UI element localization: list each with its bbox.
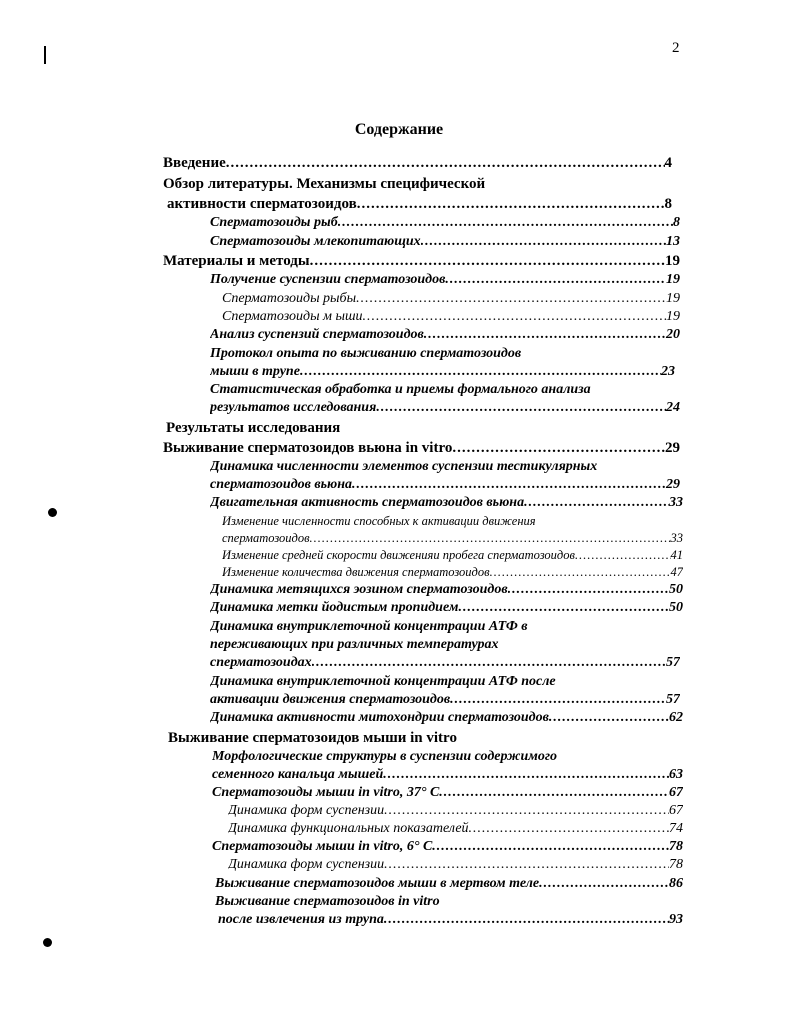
toc-entry [222,565,683,580]
toc-entry-page: 57 [666,655,680,670]
toc-entry-page: 20 [666,327,680,342]
toc-entry-page: 33 [669,495,683,510]
toc-entry [163,155,672,172]
toc-entry [210,655,680,671]
toc-leader [352,477,666,493]
toc-entry-title: Сперматозоиды млекопитающих [210,234,421,249]
toc-entry-page: 41 [670,548,683,562]
toc-leader [549,710,669,726]
toc-leader [421,234,666,250]
toc-entry [210,495,683,511]
toc-entry-title: Изменение численности способных к активации движения [222,514,536,528]
toc-entry-title: Двигательная активность сперматозоидов вьюна [210,495,525,510]
toc-entry-page: 19 [666,272,680,287]
toc-entry-title: Выживание сперматозоидов мыши in vitro [168,730,457,746]
toc-leader [508,582,669,598]
toc-leader [424,327,666,343]
toc-leader [384,803,669,819]
toc-entry-title: Морфологические структуры в суспензии содержимого [212,749,558,764]
toc-entry-page: 86 [669,876,683,891]
toc-entry [167,196,672,213]
toc-entry-page: 4 [664,155,672,171]
toc-entry-title: Динамика активности митохондрии сперматозоидов [210,710,549,725]
toc-entry-page: 24 [666,400,680,415]
toc-entry-page: 57 [666,692,680,707]
toc-entry-title: сперматозоидов вьюна [210,477,353,492]
toc-entry-title: Выживание сперматозоидов мыши в мертвом теле [215,876,540,891]
toc-entry [210,234,680,250]
toc-entry-page: 62 [669,710,683,725]
toc-entry-title: Сперматозоиды мыши in vitro, 37° С [212,785,440,800]
toc-leader [539,876,669,892]
scan-artifact [44,46,46,64]
toc-entry [163,253,680,270]
toc-entry-title: Сперматозоиды рыб [210,215,338,230]
toc-entry-page: 19 [666,309,680,324]
toc-entry [218,912,683,928]
toc-entry [222,548,683,563]
toc-entry-page: 29 [666,477,680,492]
toc-entry [215,894,440,910]
toc-entry [168,730,457,747]
toc-entry-title: Динамика метки йодистым пропидием [210,600,459,615]
page-title: Содержание [354,121,444,138]
toc-entry-title: Протокол опыта по выживанию сперматозоидов [210,346,522,361]
toc-entry [212,767,683,783]
toc-leader [490,565,671,580]
toc-entry [210,400,680,416]
toc-leader [384,857,669,873]
toc-entry [228,857,683,873]
toc-entry-page: 19 [665,253,680,269]
toc-entry-title: Динамика форм суспензии [228,857,385,872]
toc-entry-title: Сперматозоиды м ыши [222,309,363,324]
toc-entry-title: Выживание сперматозоидов вьюна in vitro [163,440,453,456]
punch-hole [48,508,57,517]
toc-entry [212,785,683,801]
toc-entry [210,600,683,616]
toc-entry-title: сперматозоидов [222,531,310,545]
toc-entry-title: мыши в трупе [210,364,300,379]
toc-entry [210,582,683,598]
toc-entry-title: результатов исследования [210,400,377,415]
toc-entry-title: Изменение средней скорости движенияи пробега сперматозоидов [222,548,575,562]
toc-entry-title: Выживание сперматозоидов in vitro [215,894,440,909]
toc-entry-title: Изменение количества движения сперматозоидов [222,565,490,579]
toc-leader [338,215,673,231]
toc-entry-page: 74 [669,821,683,836]
toc-leader [312,655,666,671]
toc-entry-page: 93 [669,912,683,927]
toc-leader [445,272,666,288]
toc-leader [575,548,671,563]
toc-entry-title: семенного канальца мышей [212,767,384,782]
toc-entry-title: Динамика внутриклеточной концентрации АТФ после [210,674,556,689]
toc-entry-title: сперматозоидах [210,655,312,670]
toc-entry-title: Результаты исследования [166,420,341,436]
toc-entry [215,876,683,892]
toc-entry [210,692,680,708]
toc-leader [432,839,669,855]
toc-entry [210,674,556,690]
toc-entry [228,803,683,819]
toc-entry [210,477,680,493]
toc-entry [210,382,591,398]
toc-entry [210,215,680,231]
toc-entry-page: 67 [669,803,683,818]
toc-entry [222,291,680,307]
toc-entry-title: Статистическая обработка и приемы формального анализа [210,382,591,397]
toc-entry [210,272,680,288]
toc-entry-title: Динамика форм суспензии [228,803,385,818]
toc-entry-title: Введение [163,155,226,171]
toc-entry-title: Динамика численности элементов суспензии тестикулярных [210,459,598,474]
toc-entry [210,637,499,653]
toc-entry [210,364,675,380]
toc-entry-title: Динамика внутриклеточной концентрации АТФ в [210,619,528,634]
toc-entry-title: активности сперматозоидов [167,196,357,212]
punch-hole [43,938,52,947]
toc-leader [384,912,669,928]
toc-leader [310,253,665,270]
toc-leader [458,600,669,616]
toc-entry-title: Динамика функциональных показателей [228,821,469,836]
toc-entry-title: Материалы и методы [163,253,310,269]
toc-entry-page: 63 [669,767,683,782]
toc-entry-page: 50 [669,600,683,615]
toc-leader [310,531,671,546]
toc-leader [452,440,665,457]
toc-entry-page: 13 [666,234,680,249]
toc-entry-page: 78 [669,857,683,872]
toc-leader [226,155,665,172]
toc-entry [210,619,528,635]
toc-entry-page: 47 [670,565,683,579]
toc-leader [383,767,669,783]
toc-leader [469,821,669,837]
toc-leader [363,309,666,325]
toc-entry [222,531,683,546]
toc-entry-title: Сперматозоиды мыши in vitro, 6° С [212,839,433,854]
toc-leader [300,364,661,380]
toc-entry [210,327,680,343]
toc-leader [356,291,666,307]
toc-entry-title: переживающих при различных температурах [210,637,499,652]
toc-entry [163,176,485,193]
toc-entry [222,309,680,325]
toc-entry [228,821,683,837]
page-number: 2 [672,40,680,56]
toc-entry [166,420,340,437]
toc-entry-page: 29 [665,440,680,456]
toc-entry-page: 19 [666,291,680,306]
toc-leader [357,196,665,213]
toc-entry [222,514,536,529]
toc-entry-title: после извлечения из трупа [218,912,384,927]
toc-entry [210,346,521,362]
toc-entry-page: 50 [669,582,683,597]
toc-entry [163,440,680,457]
toc-entry-title: Обзор литературы. Механизмы специфической [163,176,486,192]
toc-leader [450,692,666,708]
toc-entry-title: Получение суспензии сперматозоидов [210,272,446,287]
toc-entry-page: 23 [661,364,675,379]
toc-leader [376,400,666,416]
toc-entry-title: Динамика метящихся эозином сперматозоидов [210,582,508,597]
toc-leader [524,495,669,511]
toc-entry-page: 33 [670,531,683,545]
toc-entry-title: Сперматозоиды рыбы [222,291,357,306]
toc-entry [210,710,683,726]
toc-entry-page: 78 [669,839,683,854]
toc-entry-page: 8 [664,196,672,212]
toc-entry [210,459,597,475]
toc-entry [212,749,557,765]
toc-entry [212,839,683,855]
toc-entry-page: 67 [669,785,683,800]
toc-entry-title: Анализ суспензий сперматозоидов [210,327,424,342]
toc-entry-title: активации движения сперматозоидов [210,692,451,707]
toc-leader [439,785,669,801]
toc-entry-page: 8 [673,215,680,230]
